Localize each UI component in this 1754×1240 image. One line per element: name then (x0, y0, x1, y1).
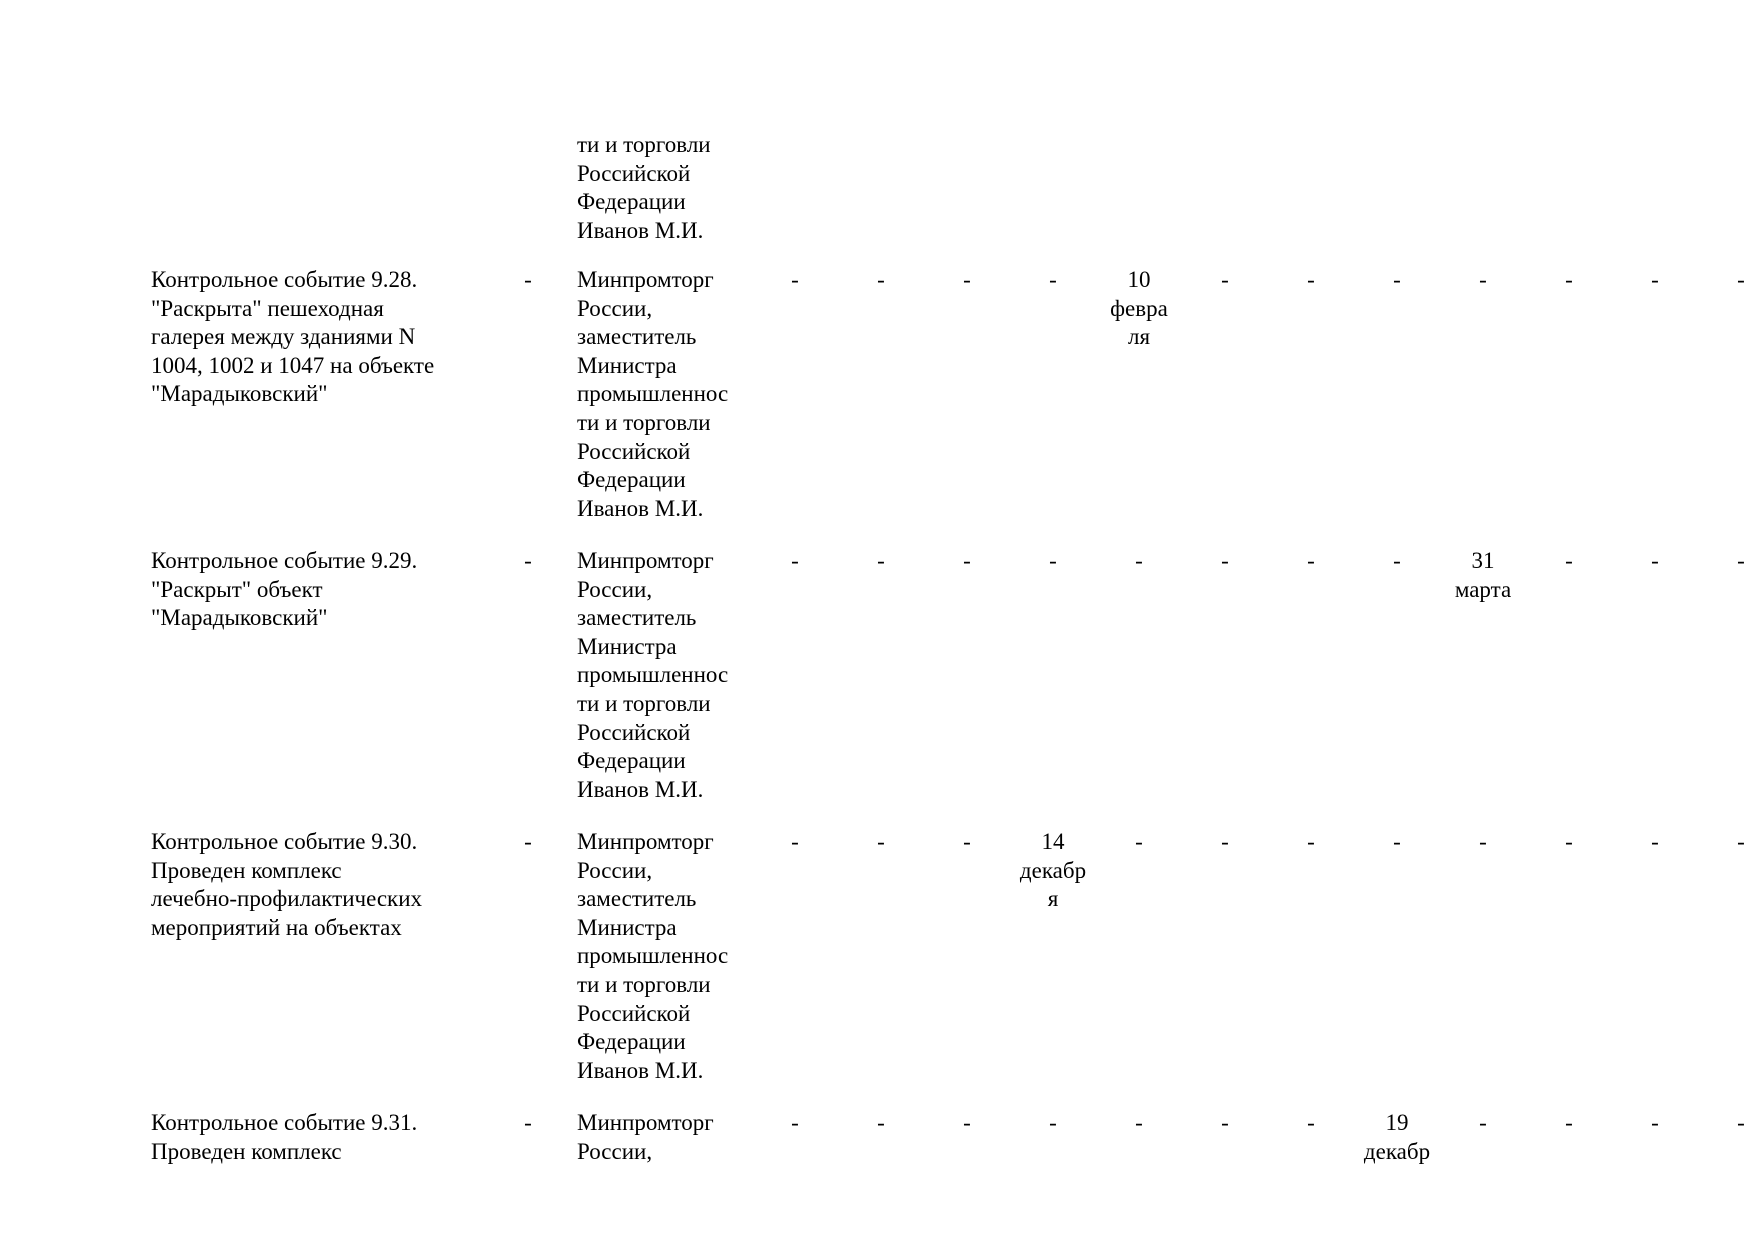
month-cell: - (1135, 829, 1143, 854)
month-cell: - (1307, 1110, 1315, 1135)
month-cell: - (1651, 548, 1659, 573)
month-cell: 31 марта (1454, 548, 1512, 602)
event-name: Контрольное событие 9.29. "Раскрыт" объект "Марадыковский" (151, 548, 418, 631)
month-cell: - (1479, 267, 1487, 292)
month-cell: 14 декабр я (1019, 829, 1087, 912)
responsible-cell: Минпромторг России, (577, 1110, 714, 1164)
deadline-cell: - (524, 548, 532, 573)
month-cell: 10 февра ля (1110, 267, 1168, 350)
month-cell: - (1049, 1110, 1057, 1135)
responsible-cell: Минпромторг России, заместитель Министра промышленнос ти и торговли Российской Федерации Иванов М.И. (577, 548, 729, 802)
month-cell: - (1393, 267, 1401, 292)
month-cell: - (1221, 267, 1229, 292)
responsible-cell: Минпромторг России, заместитель Министра промышленнос ти и торговли Российской Федерации Иванов М.И. (577, 267, 729, 521)
month-cell: - (1565, 267, 1573, 292)
month-cell: - (1393, 548, 1401, 573)
responsible-continuation: ти и торговли Российской Федерации Иванов М.И. (577, 132, 711, 243)
month-cell: - (963, 829, 971, 854)
month-cell: - (1737, 829, 1745, 854)
month-cell: - (963, 548, 971, 573)
month-cell: - (877, 548, 885, 573)
month-cell: - (791, 267, 799, 292)
month-cell: - (1479, 829, 1487, 854)
month-cell: - (1737, 1110, 1745, 1135)
month-cell: - (1049, 548, 1057, 573)
month-cell: - (1393, 829, 1401, 854)
deadline-cell: - (524, 829, 532, 854)
month-cell: - (1221, 548, 1229, 573)
month-cell: - (1565, 1110, 1573, 1135)
month-cell: - (1737, 267, 1745, 292)
month-cell: - (1135, 548, 1143, 573)
month-cell: - (877, 267, 885, 292)
month-cell: 19 декабр (1363, 1110, 1431, 1164)
deadline-cell: - (524, 267, 532, 292)
month-cell: - (1135, 1110, 1143, 1135)
month-cell: - (1479, 1110, 1487, 1135)
month-cell: - (791, 829, 799, 854)
month-cell: - (1651, 1110, 1659, 1135)
responsible-cell: Минпромторг России, заместитель Министра промышленнос ти и торговли Российской Федерации Иванов М.И. (577, 829, 729, 1083)
month-cell: - (1565, 829, 1573, 854)
month-cell: - (963, 1110, 971, 1135)
month-cell: - (1307, 548, 1315, 573)
month-cell: - (1221, 829, 1229, 854)
month-cell: - (791, 548, 799, 573)
month-cell: - (1307, 267, 1315, 292)
month-cell: - (1049, 267, 1057, 292)
event-name: Контрольное событие 9.31. Проведен комплекс (151, 1110, 418, 1164)
month-cell: - (1651, 829, 1659, 854)
month-cell: - (1307, 829, 1315, 854)
month-cell: - (877, 829, 885, 854)
month-cell: - (1651, 267, 1659, 292)
month-cell: - (791, 1110, 799, 1135)
month-cell: - (1565, 548, 1573, 573)
deadline-cell: - (524, 1110, 532, 1135)
event-name: Контрольное событие 9.30. Проведен комплекс лечебно-профилактических мероприятий на объектах (151, 829, 423, 940)
month-cell: - (1221, 1110, 1229, 1135)
month-cell: - (1737, 548, 1745, 573)
month-cell: - (963, 267, 971, 292)
event-name: Контрольное событие 9.28. "Раскрыта" пешеходная галерея между зданиями N 1004, 1002 и 1047 на объекте "Марадыковский" (151, 267, 435, 407)
month-cell: - (877, 1110, 885, 1135)
